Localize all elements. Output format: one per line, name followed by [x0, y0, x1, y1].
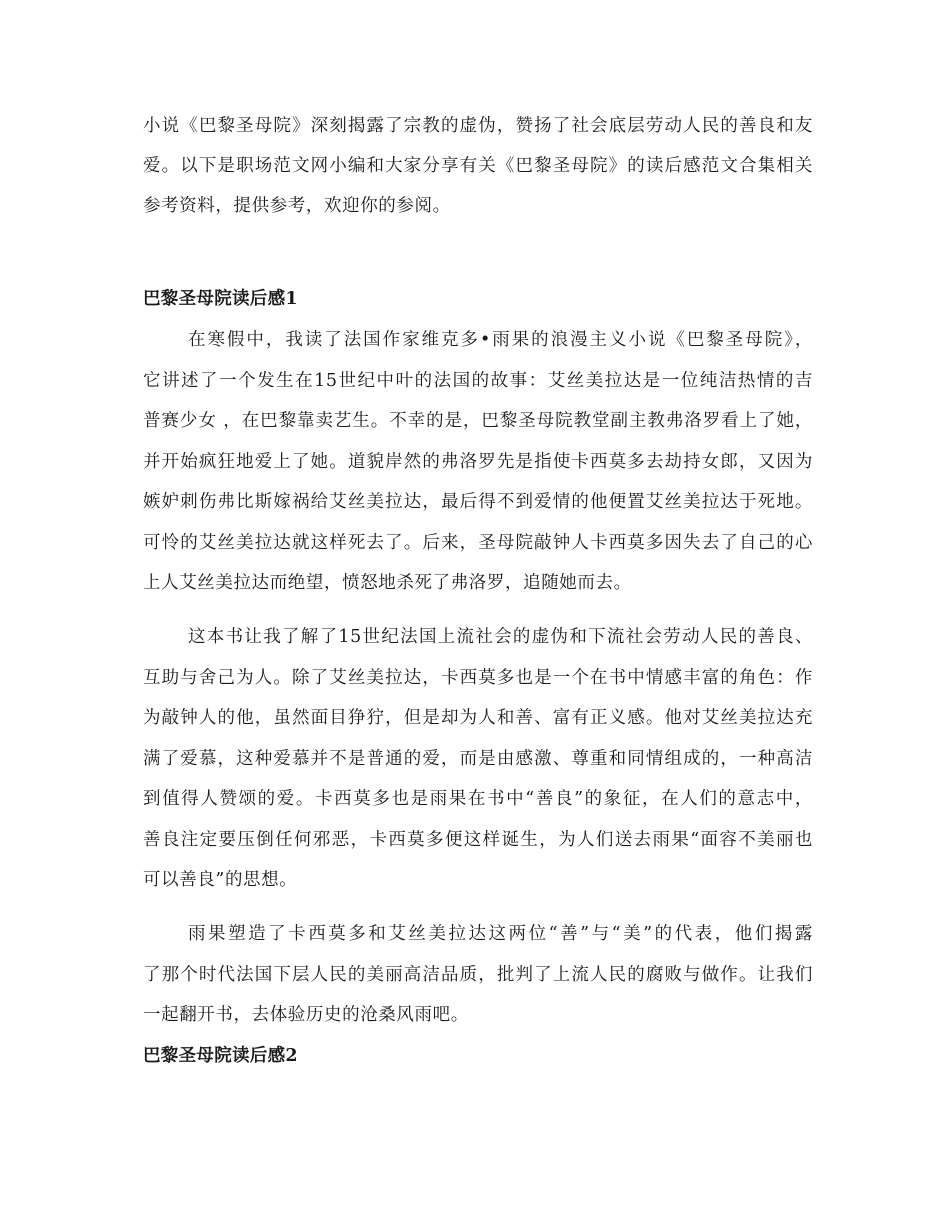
paragraph-line: 为敲钟人的他，虽然面目狰狞，但是却为人和善、富有正义感。他对艾丝美拉达充	[143, 708, 813, 728]
section-heading-2: 巴黎圣母院读后感2	[143, 1046, 298, 1066]
intro-line: 爱。以下是职场范文网小编和大家分享有关《巴黎圣母院》的读后感范文合集相关	[143, 156, 813, 176]
paragraph-line: 满了爱慕，这种爱慕并不是普通的爱，而是由感激、尊重和同情组成的，一种高洁	[143, 749, 813, 769]
paragraph-line: 一起翻开书，去体验历史的沧桑风雨吧。	[143, 1005, 469, 1025]
paragraph-line: 可以善良”的思想。	[143, 870, 298, 890]
intro-line: 参考资料，提供参考，欢迎你的参阅。	[143, 196, 451, 216]
paragraph-line: 普赛少女 ，在巴黎靠卖艺生。不幸的是，巴黎圣母院教堂副主教弗洛罗看上了她，	[143, 411, 813, 431]
paragraph-line: 雨果塑造了卡西莫多和艾丝美拉达这两位“善”与“美”的代表，他们揭露	[188, 924, 813, 944]
paragraph-line: 在寒假中，我读了法国作家维克多•雨果的浪漫主义小说《巴黎圣母院》，	[188, 330, 813, 350]
paragraph-line: 到值得人赞颂的爱。卡西莫多也是雨果在书中“善良”的象征，在人们的意志中，	[143, 789, 813, 809]
paragraph-line: 这本书让我了解了15世纪法国上流社会的虚伪和下流社会劳动人民的善良、	[188, 627, 813, 647]
section-heading-1: 巴黎圣母院读后感1	[143, 289, 298, 309]
paragraph-line: 上人艾丝美拉达而绝望，愤怒地杀死了弗洛罗，追随她而去。	[143, 573, 632, 593]
paragraph-line: 了那个时代法国下层人民的美丽高洁品质，批判了上流人民的腐败与做作。让我们	[143, 965, 813, 985]
paragraph-line: 善良注定要压倒任何邪恶，卡西莫多便这样诞生，为人们送去雨果“面容不美丽也	[143, 830, 813, 850]
intro-line: 小说《巴黎圣母院》深刻揭露了宗教的虚伪，赞扬了社会底层劳动人民的善良和友	[143, 116, 813, 136]
paragraph-line: 它讲述了一个发生在15世纪中叶的法国的故事：艾丝美拉达是一位纯洁热情的吉	[143, 371, 813, 391]
paragraph-line: 并开始疯狂地爱上了她。道貌岸然的弗洛罗先是指使卡西莫多去劫持女郎，又因为	[143, 452, 813, 472]
paragraph-line: 可怜的艾丝美拉达就这样死去了。后来，圣母院敲钟人卡西莫多因失去了自己的心	[143, 533, 813, 553]
paragraph-line: 互助与舍己为人。除了艾丝美拉达，卡西莫多也是一个在书中情感丰富的角色：作	[143, 668, 813, 688]
paragraph-line: 嫉妒刺伤弗比斯嫁祸给艾丝美拉达，最后得不到爱情的他便置艾丝美拉达于死地。	[143, 492, 813, 512]
